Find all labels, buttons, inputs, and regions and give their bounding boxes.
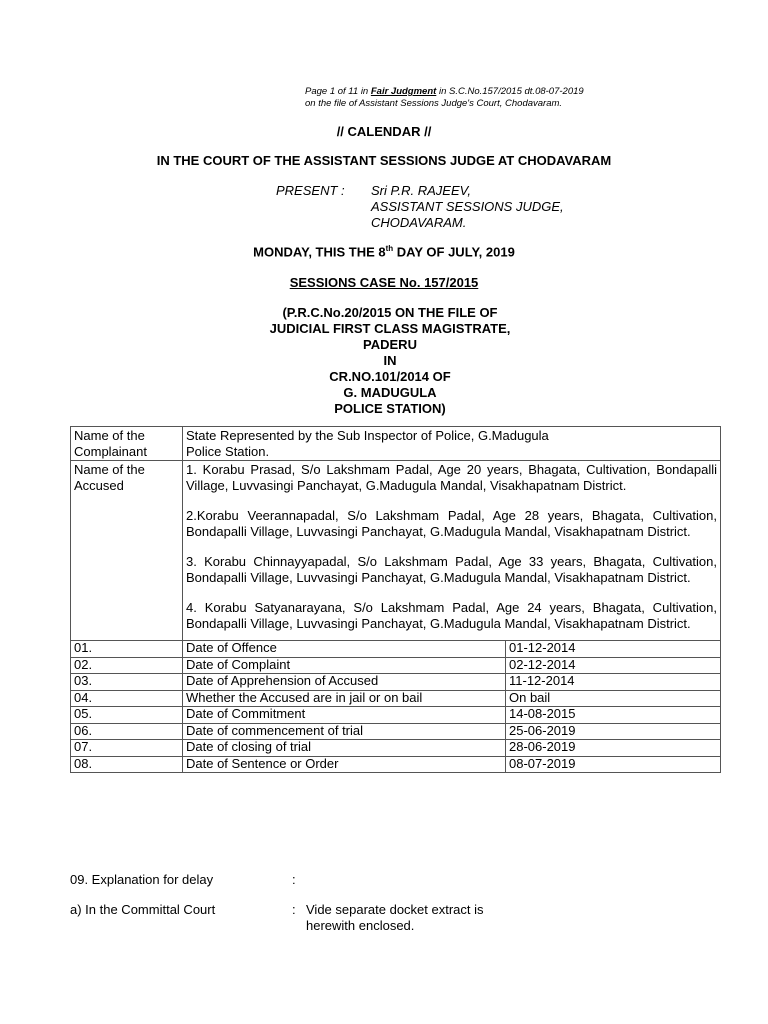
accused-label: Name of the Accused <box>71 461 183 641</box>
row-value: 08-07-2019 <box>506 756 721 773</box>
row-label: Date of commencement of trial <box>183 723 506 740</box>
row-value: 28-06-2019 <box>506 740 721 757</box>
table-row <box>71 690 721 707</box>
date-sup: th <box>385 244 394 253</box>
table-row <box>71 740 721 757</box>
header-prefix: Page 1 of 11 in <box>305 86 371 97</box>
row-value: 25-06-2019 <box>506 723 721 740</box>
row-value: On bail <box>506 690 721 707</box>
present-block <box>276 183 564 231</box>
table-row <box>71 657 721 674</box>
delay-explanation <box>70 872 306 888</box>
prc-line: G. MADUGULA <box>343 385 437 400</box>
judge-designation: ASSISTANT SESSIONS JUDGE, <box>371 199 564 214</box>
table-row <box>71 756 721 773</box>
complainant-value: State Represented by the Sub Inspector of Police, G.Madugula Police Station. <box>183 427 721 461</box>
row-label: Date of Commitment <box>183 707 506 724</box>
committal-value-line2: herewith enclosed. <box>306 918 415 933</box>
row-label: Date of closing of trial <box>183 740 506 757</box>
accused-item: 2.Korabu Veerannapadal, S/o Lakshmam Padal, Age 28 years, Bhagata, Cultivation, Bondapalli Village, Luvvasingi Panchayat, G.Madugula Mandal, Visakhapatnam District. <box>186 508 717 539</box>
complainant-label: Name of the Complainant <box>71 427 183 461</box>
accused-item: 4. Korabu Satyanarayana, S/o Lakshmam Padal, Age 24 years, Bhagata, Cultivation, Bondapalli Village, Luvvasingi Panchayat, G.Madugula Mandal, Visakhapatnam District. <box>186 600 717 631</box>
present-label: PRESENT : <box>276 183 345 198</box>
accused-row <box>71 461 721 641</box>
committal-colon: : <box>292 902 296 917</box>
row-label: Date of Apprehension of Accused <box>183 674 506 691</box>
committal-label: a) In the Committal Court <box>70 902 216 917</box>
header-line2: on the file of Assistant Sessions Judge's Court, Chodavaram. <box>305 98 563 109</box>
prc-line: IN <box>383 353 397 368</box>
row-number: 04. <box>71 690 183 707</box>
table-row <box>71 641 721 658</box>
complainant-row <box>71 427 721 461</box>
prc-line: CR.NO.101/2014 OF <box>329 369 451 384</box>
row-number: 08. <box>71 756 183 773</box>
row-number: 02. <box>71 657 183 674</box>
calendar-heading: // CALENDAR // <box>336 124 432 139</box>
row-value: 02-12-2014 <box>506 657 721 674</box>
row-number: 06. <box>71 723 183 740</box>
accused-item: 3. Korabu Chinnayyapadal, S/o Lakshmam Padal, Age 33 years, Bhagata, Cultivation, Bondapalli Village, Luvvasingi Panchayat, G.Madugula Mandal, Visakhapatnam District. <box>186 554 717 585</box>
prc-line: PADERU <box>363 337 417 352</box>
row-value: 11-12-2014 <box>506 674 721 691</box>
judge-place: CHODAVARAM. <box>371 215 467 230</box>
table-row <box>71 707 721 724</box>
header-title: Fair Judgment <box>370 86 437 97</box>
prc-block <box>230 305 550 417</box>
accused-list <box>183 461 721 641</box>
row-label: Date of Complaint <box>183 657 506 674</box>
case-details-table <box>70 426 721 773</box>
judge-name: Sri P.R. RAJEEV, <box>371 183 471 198</box>
case-number: SESSIONS CASE No. 157/2015 <box>289 275 479 290</box>
delay-label: 09. Explanation for delay <box>70 872 214 887</box>
date-pre: MONDAY, THIS THE 8 <box>253 244 386 260</box>
hearing-date <box>0 244 768 259</box>
row-value: 01-12-2014 <box>506 641 721 658</box>
row-number: 03. <box>71 674 183 691</box>
row-number: 05. <box>71 707 183 724</box>
committal-value-line1: Vide separate docket extract is <box>306 902 484 917</box>
date-post: DAY OF JULY, 2019 <box>393 244 515 260</box>
prc-line: JUDICIAL FIRST CLASS MAGISTRATE, <box>269 321 511 336</box>
table-row <box>71 674 721 691</box>
row-label: Whether the Accused are in jail or on bail <box>183 690 506 707</box>
prc-line: (P.R.C.No.20/2015 ON THE FILE OF <box>282 305 498 320</box>
prc-line: POLICE STATION) <box>334 401 446 416</box>
committal-court-delay <box>70 902 484 934</box>
row-number: 01. <box>71 641 183 658</box>
accused-item: 1. Korabu Prasad, S/o Lakshmam Padal, Age 20 years, Bhagata, Cultivation, Bondapalli Village, Luvvasingi Panchayat, G.Madugula Mandal, Visakhapatnam District. <box>186 462 717 493</box>
table-row <box>71 723 721 740</box>
row-value: 14-08-2015 <box>506 707 721 724</box>
delay-colon: : <box>292 872 296 887</box>
row-label: Date of Offence <box>183 641 506 658</box>
page-header-note <box>305 86 584 110</box>
header-suffix: in S.C.No.157/2015 dt.08-07-2019 <box>436 86 584 97</box>
row-number: 07. <box>71 740 183 757</box>
court-heading: IN THE COURT OF THE ASSISTANT SESSIONS JUDGE AT CHODAVARAM <box>156 153 612 168</box>
row-label: Date of Sentence or Order <box>183 756 506 773</box>
